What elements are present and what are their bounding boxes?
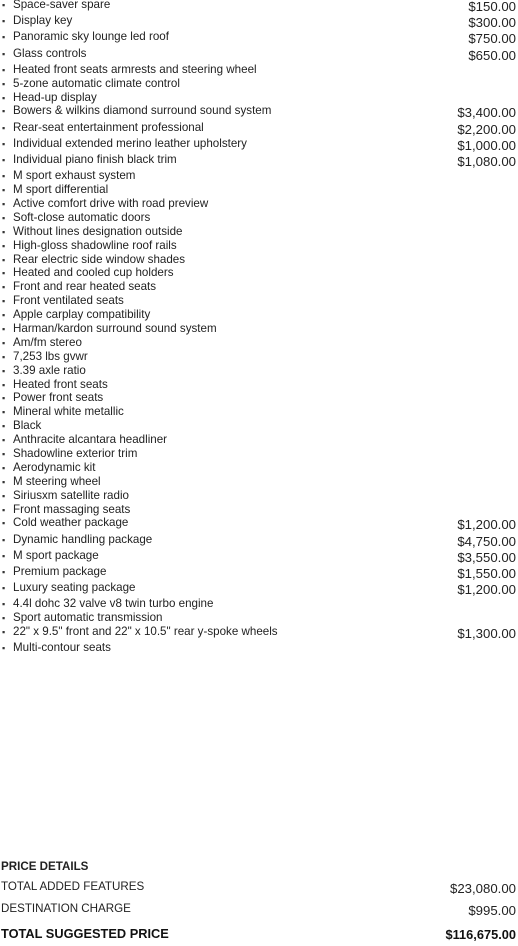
feature-name: M sport exhaust system — [13, 169, 136, 183]
feature-price: $4,750.00 — [457, 533, 516, 549]
feature-name: Heated and cooled cup holders — [13, 266, 174, 280]
feature-row — [0, 581, 518, 597]
bullet-icon: ▪ — [2, 476, 6, 487]
feature-row — [0, 336, 518, 350]
bullet-icon: ▪ — [2, 448, 6, 459]
bullet-icon: ▪ — [2, 226, 6, 237]
bullet-icon: ▪ — [2, 185, 6, 196]
feature-row — [0, 475, 518, 489]
bullet-icon: ▪ — [2, 518, 6, 529]
feature-name: Active comfort drive with road preview — [13, 196, 209, 210]
feature-name: Head-up display — [13, 90, 97, 104]
feature-row — [0, 211, 518, 225]
bullet-icon: ▪ — [2, 240, 6, 251]
feature-row — [0, 625, 518, 641]
feature-row — [0, 266, 518, 280]
bullet-icon: ▪ — [2, 282, 6, 293]
feature-row — [0, 461, 518, 475]
bullet-icon: ▪ — [2, 198, 6, 209]
feature-price: $750.00 — [468, 31, 516, 47]
feature-name: 5-zone automatic climate control — [13, 76, 180, 90]
feature-row — [0, 489, 518, 503]
bullet-icon: ▪ — [2, 310, 6, 321]
feature-name: Luxury seating package — [13, 581, 136, 595]
bullet-icon: ▪ — [2, 122, 6, 133]
feature-name: Sport automatic transmission — [13, 611, 163, 625]
bullet-icon: ▪ — [2, 212, 6, 223]
bullet-icon: ▪ — [2, 296, 6, 307]
feature-name: Apple carplay compatibility — [13, 308, 151, 322]
feature-price: $3,400.00 — [457, 105, 516, 121]
feature-row — [0, 47, 518, 63]
feature-price: $150.00 — [468, 0, 516, 14]
feature-name: Mineral white metallic — [13, 405, 124, 419]
feature-row — [0, 0, 518, 14]
feature-row — [0, 549, 518, 565]
feature-row — [0, 364, 518, 378]
feature-row — [0, 239, 518, 253]
feature-price: $300.00 — [468, 15, 516, 31]
bullet-icon: ▪ — [2, 490, 6, 501]
feature-row — [0, 597, 518, 611]
total-added-features-value: $23,080.00 — [449, 881, 516, 896]
feature-row — [0, 391, 518, 405]
feature-name: Rear electric side window shades — [13, 252, 186, 266]
feature-name: Individual extended merino leather upholstery — [13, 136, 247, 150]
bullet-icon: ▪ — [2, 16, 6, 27]
feature-price: $1,550.00 — [457, 566, 516, 581]
feature-name: Heated front seats — [13, 377, 108, 391]
feature-price: $3,550.00 — [457, 549, 516, 565]
feature-name: Rear-seat entertainment professional — [13, 120, 204, 134]
feature-row — [0, 153, 518, 169]
bullet-icon: ▪ — [2, 0, 6, 10]
feature-name: Soft-close automatic doors — [13, 210, 151, 224]
feature-row — [0, 137, 518, 153]
feature-row — [0, 350, 518, 364]
feature-row — [0, 611, 518, 625]
feature-row — [0, 433, 518, 447]
bullet-icon: ▪ — [2, 550, 6, 561]
destination-charge-value: $995.00 — [468, 903, 516, 918]
bullet-icon: ▪ — [2, 48, 6, 59]
feature-row — [0, 77, 518, 91]
feature-name: Power front seats — [13, 391, 104, 405]
feature-row — [0, 253, 518, 267]
feature-name: Individual piano finish black trim — [13, 152, 177, 166]
feature-name: Panoramic sky lounge led roof — [13, 30, 169, 44]
feature-name: M steering wheel — [13, 474, 101, 488]
feature-row — [0, 516, 518, 532]
bullet-icon: ▪ — [2, 599, 6, 610]
feature-name: Am/fm stereo — [13, 335, 82, 349]
feature-name: Heated front seats armrests and steering wheel — [13, 62, 257, 76]
bullet-icon: ▪ — [2, 32, 6, 43]
feature-row — [0, 322, 518, 336]
feature-price: $1,200.00 — [457, 582, 516, 598]
feature-row — [0, 308, 518, 322]
bullet-icon: ▪ — [2, 337, 6, 348]
feature-row — [0, 183, 518, 197]
feature-name: Multi-contour seats — [13, 641, 111, 655]
feature-name: M sport differential — [13, 183, 109, 197]
bullet-icon: ▪ — [2, 435, 6, 446]
bullet-icon: ▪ — [2, 613, 6, 624]
feature-name: Display key — [13, 14, 73, 28]
destination-charge-label: DESTINATION CHARGE — [1, 902, 131, 915]
feature-name: Bowers & wilkins diamond surround sound system — [13, 104, 272, 118]
feature-name: Front and rear heated seats — [13, 280, 157, 294]
total-added-features-row — [0, 880, 518, 900]
feature-price: $1,080.00 — [457, 153, 516, 169]
feature-price: $2,200.00 — [457, 121, 516, 137]
total-added-features-label: TOTAL ADDED FEATURES — [1, 880, 145, 893]
feature-row — [0, 121, 518, 137]
feature-price: $1,000.00 — [457, 137, 516, 153]
bullet-icon: ▪ — [2, 534, 6, 545]
feature-row — [0, 63, 518, 77]
bullet-icon: ▪ — [2, 379, 6, 390]
bullet-icon: ▪ — [2, 106, 6, 117]
total-suggested-price-row — [0, 926, 518, 946]
bullet-icon: ▪ — [2, 504, 6, 515]
feature-name: Siriusxm satellite radio — [13, 488, 129, 502]
price-details-heading: PRICE DETAILS — [1, 860, 89, 873]
bullet-icon: ▪ — [2, 462, 6, 473]
bullet-icon: ▪ — [2, 171, 6, 182]
feature-name: Cold weather package — [13, 516, 129, 530]
bullet-icon: ▪ — [2, 643, 6, 654]
feature-row — [0, 197, 518, 211]
feature-name: 3.39 axle ratio — [13, 363, 86, 377]
feature-name: 7,253 lbs gvwr — [13, 349, 88, 363]
feature-row — [0, 225, 518, 239]
feature-row — [0, 565, 518, 581]
feature-name: Shadowline exterior trim — [13, 446, 138, 460]
feature-price: $650.00 — [468, 47, 516, 63]
bullet-icon: ▪ — [2, 351, 6, 362]
bullet-icon: ▪ — [2, 567, 6, 577]
feature-row — [0, 294, 518, 308]
feature-name: Anthracite alcantara headliner — [13, 433, 168, 447]
total-suggested-price-label: TOTAL SUGGESTED PRICE — [1, 926, 169, 941]
feature-row — [0, 447, 518, 461]
feature-name: 4.4l dohc 32 valve v8 twin turbo engine — [13, 597, 214, 611]
feature-name: Aerodynamic kit — [13, 460, 96, 474]
bullet-icon: ▪ — [2, 627, 6, 638]
feature-name: Front massaging seats — [13, 502, 131, 516]
feature-name: Black — [13, 419, 42, 433]
feature-name: Front ventilated seats — [13, 294, 124, 308]
feature-name: Glass controls — [13, 46, 87, 60]
bullet-icon: ▪ — [2, 421, 6, 432]
bullet-icon: ▪ — [2, 92, 6, 103]
feature-row — [0, 169, 518, 183]
bullet-icon: ▪ — [2, 323, 6, 334]
feature-name: Without lines designation outside — [13, 224, 183, 238]
feature-row — [0, 641, 518, 655]
feature-name: 22" x 9.5" front and 22" x 10.5" rear y-spoke wheels — [13, 625, 278, 639]
feature-row — [0, 378, 518, 392]
bullet-icon: ▪ — [2, 64, 6, 75]
bullet-icon: ▪ — [2, 407, 6, 418]
feature-name: Space-saver spare — [13, 0, 111, 11]
feature-row — [0, 30, 518, 46]
bullet-icon: ▪ — [2, 138, 6, 149]
feature-row — [0, 419, 518, 433]
feature-price: $1,300.00 — [457, 626, 516, 642]
feature-row — [0, 104, 518, 120]
bullet-icon: ▪ — [2, 254, 6, 265]
total-suggested-price-value: $116,675.00 — [445, 927, 516, 942]
bullet-icon: ▪ — [2, 154, 6, 165]
feature-row — [0, 14, 518, 30]
feature-row — [0, 405, 518, 419]
feature-name: M sport package — [13, 548, 99, 562]
feature-row — [0, 533, 518, 549]
bullet-icon: ▪ — [2, 583, 6, 594]
feature-name: Premium package — [13, 565, 107, 578]
feature-row — [0, 91, 518, 105]
destination-charge-row — [0, 902, 518, 922]
bullet-icon: ▪ — [2, 393, 6, 404]
bullet-icon: ▪ — [2, 78, 6, 89]
feature-name: High-gloss shadowline roof rails — [13, 238, 177, 252]
feature-name: Dynamic handling package — [13, 532, 153, 546]
bullet-icon: ▪ — [2, 268, 6, 279]
feature-name: Harman/kardon surround sound system — [13, 321, 217, 335]
feature-price: $1,200.00 — [457, 517, 516, 533]
feature-row — [0, 503, 518, 517]
bullet-icon: ▪ — [2, 365, 6, 376]
feature-row — [0, 280, 518, 294]
